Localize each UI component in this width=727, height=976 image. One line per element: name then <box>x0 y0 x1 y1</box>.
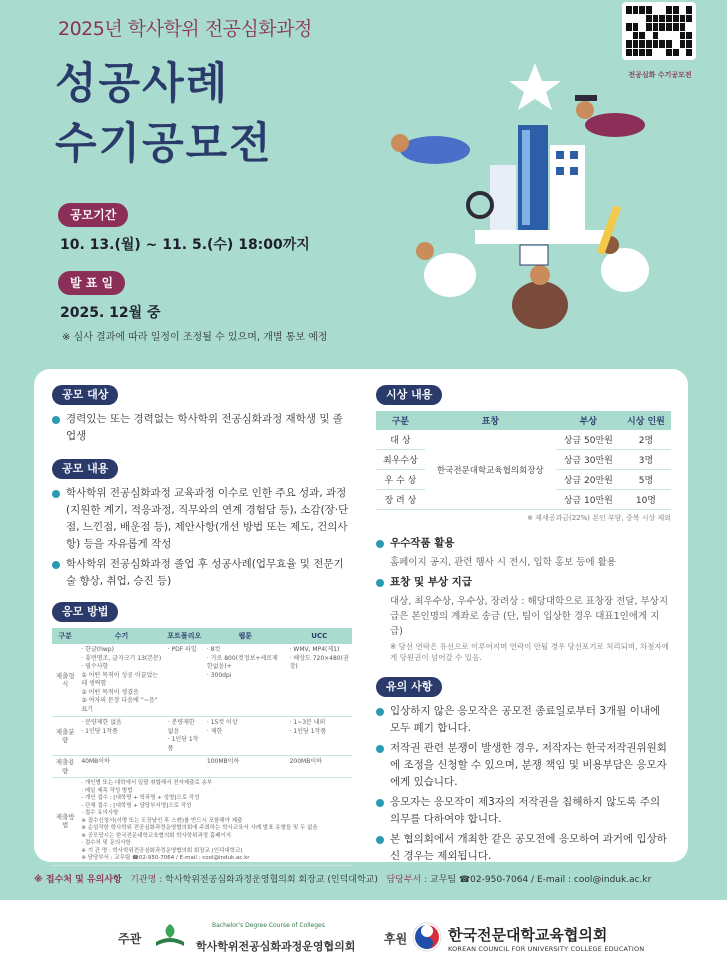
method-cell: · 한글(hwp) · 휴먼명조, 글자크기 13(본문) · 필수사항 ① 어떤 목적이 성공 이끌었는데 생략함 ② 어떤 목적이 생겼음 ③ 여자의 문장 다음에 “~음” 표기 <box>78 644 164 717</box>
method-cell: · 15컷 이상 · 제한 <box>204 717 287 756</box>
method-cell: 100MB이하 <box>204 756 287 778</box>
host-logo-icon <box>152 922 188 950</box>
award-count: 2명 <box>621 430 671 450</box>
award-count: 5명 <box>621 470 671 490</box>
host-label: 주관 <box>118 932 142 946</box>
sponsor-logo-icon <box>412 922 442 952</box>
qr-code-icon[interactable] <box>622 2 696 60</box>
period-label: 공모기간 <box>58 203 128 227</box>
target-text: 경력있는 또는 경력없는 학사학위 전공심화과정 재학생 및 졸업생 <box>52 411 352 445</box>
method-col-essay: 수기 <box>78 628 164 644</box>
awards-col-prize: 부상 <box>556 411 621 430</box>
method-cell: · 분량제한 없음 · 1인당 1작품 <box>165 717 204 756</box>
content-item-2: 학사학위 전공심화과정 졸업 후 성공사례(업무효율 및 전문기술 향상, 취업, 승진 등) <box>52 556 352 590</box>
method-cell: 제출방법 <box>52 778 78 866</box>
awards-col-count: 시상 인원 <box>621 411 671 430</box>
contact-line <box>34 872 688 885</box>
usage-title: 우수작품 활용 <box>376 535 671 552</box>
title-line-2: 수기공모전 <box>55 119 273 169</box>
contact-org-key: 기관명 : <box>130 875 163 885</box>
method-cell: · WMV, MP4(제1) · 해상도 720×480(권장) <box>287 644 352 717</box>
announce-label: 발 표 일 <box>58 271 125 295</box>
award-prize: 상금 50만원 <box>556 430 621 450</box>
award-count: 3명 <box>621 450 671 470</box>
table-row <box>52 644 352 717</box>
method-cell: · 1~3분 내외 · 1인당 1작품 <box>287 717 352 756</box>
method-heading: 응모 방법 <box>52 602 118 622</box>
table-row <box>52 756 352 778</box>
method-cell: · 8컷 · 가로 800(컷정보+세로제한없음)+ · 300dpi <box>204 644 287 717</box>
method-cell: 제출용량 <box>52 756 78 778</box>
method-table <box>52 628 352 866</box>
award-label: 대 상 <box>376 430 425 450</box>
usage-text: 홈페이지 공지, 관련 행사 시 전시, 입학 홍보 등에 활용 <box>390 557 616 568</box>
method-col-webtoon: 웹툰 <box>204 628 287 644</box>
table-row <box>376 430 671 450</box>
announce-note: ※ 심사 결과에 따라 일정이 조정될 수 있으며, 개별 통보 예정 <box>62 332 328 343</box>
method-cell: · 분량제한 없음 · 1인당 1작품 <box>78 717 164 756</box>
target-heading: 공모 대상 <box>52 385 118 405</box>
award-prize: 상금 10만원 <box>556 490 621 510</box>
qr-label: 전공심화 수기공모전 <box>628 71 692 79</box>
sponsor-english: KOREAN COUNCIL FOR UNIVERSITY COLLEGE EDUCATION <box>448 945 645 953</box>
footer <box>0 900 727 976</box>
contact-label: ※ 접수처 및 유의사항 <box>34 875 122 885</box>
method-cell: 40MB이하 <box>78 756 164 778</box>
table-row <box>52 778 352 866</box>
period-value: 10. 13.(월) ~ 11. 5.(수) 18:00까지 <box>60 237 310 253</box>
contact-dept-value: 교무팀 ☎02-950-7064 / E-mail : cool@induk.ac.kr <box>430 875 652 885</box>
content-heading: 공모 내용 <box>52 459 118 479</box>
contact-dept-key: 담당부서 : <box>386 875 428 885</box>
method-cell: 200MB이하 <box>287 756 352 778</box>
awards-heading: 시상 내용 <box>376 385 442 405</box>
caution-item-2: 저작권 관련 분쟁이 발생한 경우, 저작자는 한국저작권위원회에 조정을 신청할 수 있으며, 분쟁 책임 및 비용부담은 응모자에게 있습니다. <box>376 740 671 791</box>
method-col-portfolio: 포트폴리오 <box>165 628 204 644</box>
title-line-1: 성공사례 <box>55 59 230 109</box>
host-name: 학사학위전공심화과정운영협의회 <box>196 940 356 953</box>
left-column <box>52 383 352 866</box>
method-cell: · PDF 파일 <box>165 644 204 717</box>
award-count: 10명 <box>621 490 671 510</box>
content-item-1: 학사학위 전공심화과정 교육과정 이수로 인한 주요 성과, 과정(지원한 계기, 적응과정, 직무와의 연계 경험담 등), 소감(장·단점, 느낀점, 배운점 등), 제안사항(개선 방법 또는 제도, 건의사항) 등을 자유롭게 작성 <box>52 485 352 553</box>
tax-note: ※ 제세공과금(22%) 본인 부담, 중복 시상 제외 <box>527 514 671 522</box>
table-row <box>52 717 352 756</box>
announce-value: 2025. 12월 중 <box>60 305 161 321</box>
payment-title: 표창 및 부상 지급 <box>376 574 671 591</box>
awards-col-type: 구분 <box>376 411 425 430</box>
method-cell: · 개인별 또는 대학에서 일괄 취합해서 전자제출로 송부 · 메일 제목 작성 방법 - 개인 접수 : [대학명 + 학과명 + 성명]으로 작성 - 단체 접수 : [대학명 + 담당부서명]으로 작성 · 접수 유의사항 ※ 접수신청서(서명 또는 도장날인 후 스캔)를 반드시 포함해야 제출 ※ 순섬작한 학사학위 전공심화과정운영협의회에 주최하는 학사교육서 사례 발표 유형들 및 두 없음 ※ 공모당시는 한국전문대학교육협의회 학사학위과정 홈페이지 · 접수처 및 문의사항 ※ 기 관 명 : 학사학위전공심화과정운영협의회 회장교 (인덕대학교) ※ 담당부서 : 교무팀 ☎02-950-7064 / E-mail : cool@induk.ac.kr <box>78 778 352 866</box>
method-cell: 제출분량 <box>52 717 78 756</box>
caution-item-4: 본 협의회에서 개최한 같은 공모전에 응모하여 과거에 입상하신 경우는 제외됩니다. <box>376 831 671 865</box>
subtitle: 2025년 학사학위 전공심화과정 <box>58 18 312 40</box>
info-panel <box>34 369 688 862</box>
caution-item-3: 응모자는 응모작이 제3자의 저작권을 침해하지 않도록 주의 의무를 다하여야 합니다. <box>376 794 671 828</box>
contact-org-value: 학사학위전공심화과정운영협의회 회장교 (인덕대학교) <box>165 875 378 885</box>
payment-text: 대상, 최우수상, 우수상, 장려상 : 해당대학으로 표창장 전달, 부상지급은 본인명의 계좌로 송금 (단, 팀이 입상한 경우 대표1인에게 지급) <box>390 596 669 637</box>
award-prize: 상금 30만원 <box>556 450 621 470</box>
host-english: Bachelor's Degree Course of Colleges <box>212 922 325 929</box>
award-label: 장 려 상 <box>376 490 425 510</box>
award-label: 우 수 상 <box>376 470 425 490</box>
award-label: 최우수상 <box>376 450 425 470</box>
award-prize: 상금 20만원 <box>556 470 621 490</box>
payment-note: ※ 당선 연락은 유선으로 이루어지며 연락이 안될 경우 당선포기로 처리되며, 차점자에게 당원권이 넘어갈 수 있음. <box>390 642 669 662</box>
sponsor-name: 한국전문대학교육협의회 <box>448 926 608 944</box>
method-cell: 제출형식 <box>52 644 78 717</box>
award-presenter: 한국전문대학교육협의회장상 <box>425 430 556 510</box>
awards-table <box>376 411 671 510</box>
method-col-ucc: UCC <box>287 628 352 644</box>
method-cell <box>165 756 204 778</box>
method-col-type: 구분 <box>52 628 78 644</box>
sponsor-label: 후원 <box>384 932 408 946</box>
illustration <box>370 55 710 355</box>
caution-item-1: 입상하지 않은 응모작은 공모전 종료일로부터 3개월 이내에 모두 폐기 합니다. <box>376 703 671 737</box>
cautions-heading: 유의 사항 <box>376 677 442 697</box>
right-column <box>376 383 671 868</box>
awards-col-award: 표창 <box>425 411 556 430</box>
